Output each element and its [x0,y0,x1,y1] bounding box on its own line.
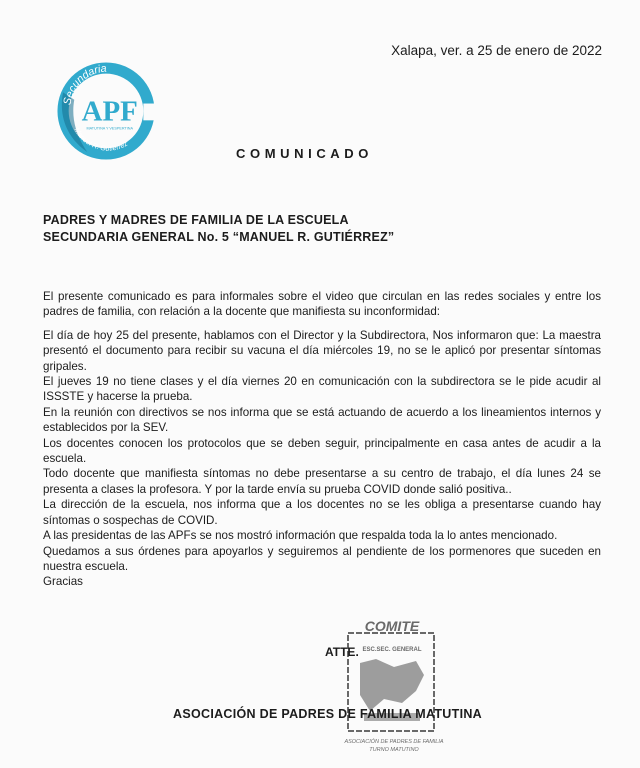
apf-logo [50,55,162,167]
signature-organization: ASOCIACIÓN DE PADRES DE FAMILIA MATUTINA [173,707,482,721]
recipient-line-2: SECUNDARIA GENERAL No. 5 “MANUEL R. GUTIÉRREZ” [43,230,395,244]
body-paragraph: Los docentes conocen los protocolos que se deben seguir, principalmente en casa antes de acudir a la escuela. [43,436,601,466]
body-paragraph: El jueves 19 no tiene clases y el día viernes 20 en comunicación con la subdirectora se le pide acudir al ISSSTE y hacerse la prueba. [43,375,601,404]
body-paragraph: A las presidentas de las APFs se nos mostró información que respalda toda la lo antes mencionado. [43,529,558,543]
document-date: Xalapa, ver. a 25 de enero de 2022 [391,43,602,58]
recipient-heading [43,212,394,246]
body-closing-thanks: Gracias [43,575,83,589]
logo-ring-gap [143,104,162,121]
logo-bottom-text: Manuel R. Gutierrez [72,126,130,153]
recipient-line-1: PADRES Y MADRES DE FAMILIA DE LA ESCUELA [43,213,349,227]
stamp-emblem [360,659,424,711]
body-intro: El presente comunicado es para informales sobre el video que circulan en las redes sociales y entre los padres de familia, con relación a la docente que manifiesta su inconformidad: [43,290,601,319]
signature-closing: ATTE. [325,645,359,659]
logo-top-text: Secundaria [61,62,108,106]
stamp-top-text: COMITE [364,618,420,634]
body-paragraph: Quedamos a sus órdenes para apoyarlos y seguiremos al pendiente de los pormenores que suceden en nuestra escuela. [43,544,601,573]
body-paragraph: El día de hoy 25 del presente, hablamos con el Director y la Subdirectora, Nos informaron que: La maestra presentó el documento para recibir su vacuna el día miércoles 19, no se le aplicó por presentar síntomas gripales. [43,328,601,373]
body-paragraph: En la reunión con directivos se nos informa que se está actuando de acuerdo a los lineamientos internos y establecidos por la SEV. [43,405,601,435]
logo-tagline: MATUTINA Y VESPERTINA [86,126,133,131]
body-paragraph: La dirección de la escuela, nos informa que a los docentes no se les obliga a presentarse cuando hay síntomas o sospechas de COVID. [43,498,601,527]
document-body [43,289,601,590]
document-title: COMUNICADO [236,146,373,161]
body-paragraph: Todo docente que manifiesta síntomas no debe presentarse a su centro de trabajo, el día lunes 24 se presenta a clases la profesora. Y por la tarde envía su prueba COVID donde salió positiva.. [43,467,601,496]
committee-stamp [320,615,460,765]
stamp-footer-line-2: TURNO MATUTINO [369,747,419,753]
stamp-footer-line-1: ASOCIACIÓN DE PADRES DE FAMILIA [344,739,444,745]
logo-acronym: APF [81,95,138,128]
stamp-school-text: ESC.SEC. GENERAL [362,647,422,653]
